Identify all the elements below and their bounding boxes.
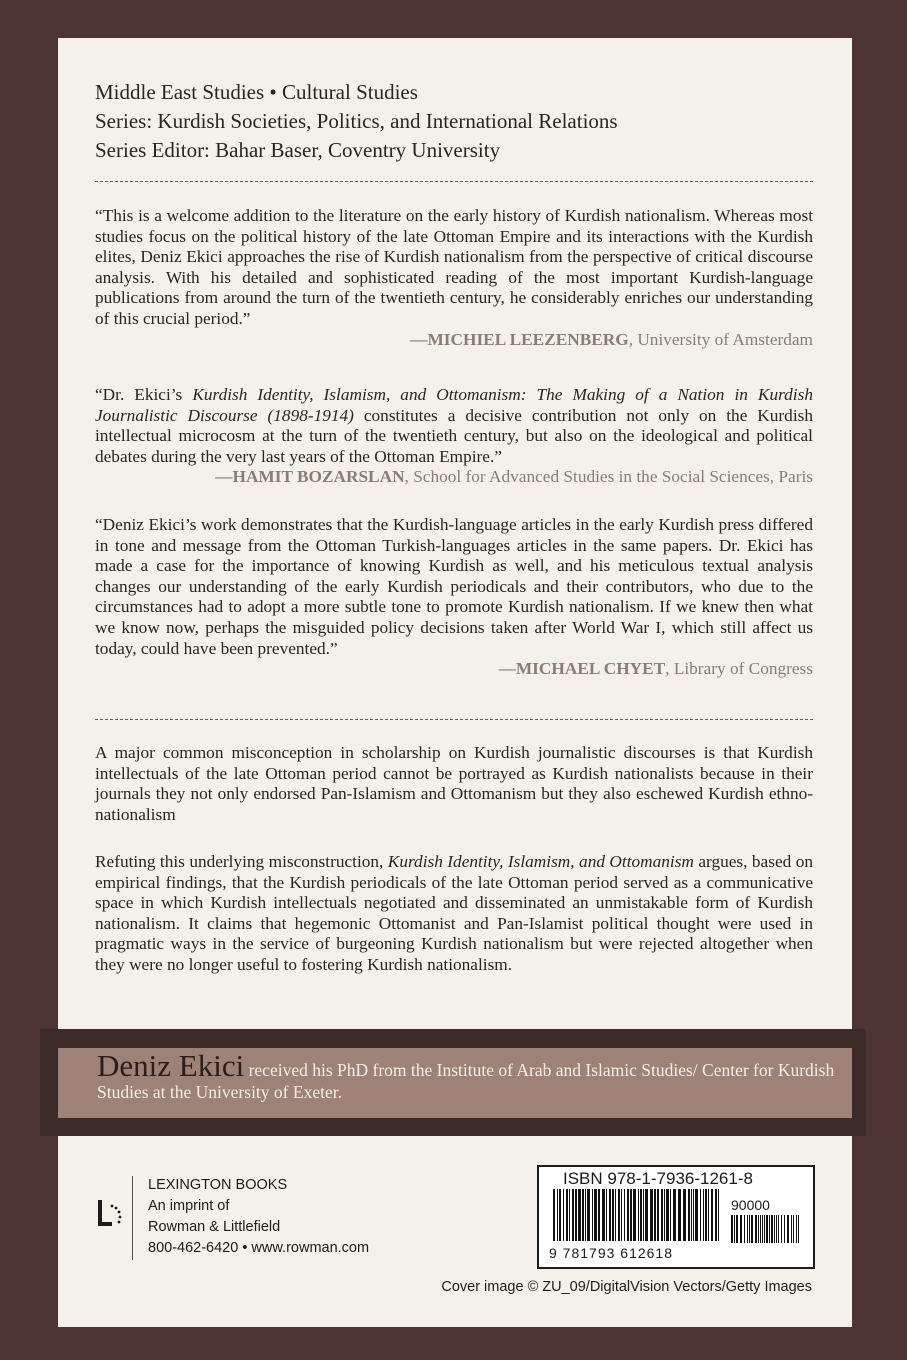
barcode-bar (578, 1189, 581, 1241)
barcode-bar (566, 1189, 568, 1241)
addon-bar (774, 1215, 775, 1243)
blurb-2 (95, 385, 813, 488)
series-editor-line: Series Editor: Bahar Baser, Coventry University (95, 138, 501, 162)
addon-bar (758, 1215, 759, 1243)
addon-bar (781, 1215, 782, 1243)
reviewer-affiliation: , University of Amsterdam (628, 329, 813, 349)
publisher-name: LEXINGTON BOOKS (148, 1177, 288, 1193)
barcode-bar (708, 1189, 709, 1241)
barcode-bar (664, 1189, 665, 1241)
barcode-bar (657, 1189, 659, 1241)
barcode-bar (627, 1189, 629, 1241)
addon-bar (776, 1215, 777, 1243)
barcode-bar (557, 1189, 558, 1241)
barcode-bar (598, 1189, 600, 1241)
divider-bottom (95, 719, 813, 720)
addon-bar (791, 1215, 792, 1243)
book-title-italic: Kurdish Identity, Islamism, and Ottomanism: The Making of a Nation in Kurdish Journalistic Discourse (1898-1914) (95, 385, 813, 425)
barcode-bar (691, 1189, 692, 1241)
barcode-bar (630, 1189, 632, 1241)
barcode-bar (693, 1189, 694, 1241)
addon-bar (744, 1215, 745, 1243)
barcode-bar (703, 1189, 704, 1241)
addon-bar (736, 1215, 738, 1243)
cover-image-credit: Cover image © ZU_09/DigitalVision Vectors/Getty Images (441, 1279, 812, 1295)
lexington-books-logo-icon (96, 1198, 124, 1230)
addon-bar (787, 1215, 789, 1243)
para-text-start: Refuting this underlying misconstruction, (95, 852, 388, 871)
barcode-bar (615, 1189, 616, 1241)
blurb-attribution (95, 467, 813, 488)
addon-bar (764, 1215, 765, 1243)
ean-digits: 9 781793 612618 (549, 1245, 673, 1261)
blurb-attribution (95, 330, 813, 351)
barcode-bar (654, 1189, 656, 1241)
barcode-bar (553, 1189, 555, 1241)
barcode-bar (633, 1189, 636, 1241)
barcode-bar (718, 1189, 719, 1241)
blurb-1 (95, 206, 813, 350)
addon-bar (755, 1215, 757, 1243)
barcode-bar (683, 1189, 686, 1241)
price-addon: 90000 (731, 1197, 770, 1213)
addon-bar (796, 1215, 797, 1243)
blurb-text: “Deniz Ekici’s work demonstrates that the Kurdish-language articles in the early Kurdish press differed in tone and message from the Ottoman Turkish-languages articles in the same papers. Dr. Ekici has made a case for the importance of knowing Kurdish as well, and his meticulous textual analysis changes our understanding of the early Kurdish periodicals and their contributors, who due to the circumstances had to adopt a more subtle tone to promote Kurdish nationalism. If we knew then what we know now, perhaps the misguided policy decisions taken after World War I, which still affect us today, could have been prevented.” (95, 515, 813, 658)
description-paragraph-1: A major common misconception in scholarship on Kurdish journalistic discourses is that Kurdish intellectuals of the late Ottoman period cannot be portrayed as Kurdish nationalists because in their journals they not only endorsed Pan-Islamism and Ottomanism but they also eschewed Kurdish ethno-nationalism (95, 743, 813, 824)
addon-bar (731, 1215, 733, 1243)
publisher-info (148, 1175, 369, 1259)
barcode-bar (673, 1189, 676, 1241)
barcode-bar (559, 1189, 561, 1241)
barcode-bar (587, 1189, 590, 1241)
blurb-text (95, 385, 813, 467)
addon-bar (766, 1215, 768, 1243)
barcode-bar (643, 1189, 644, 1241)
author-bio (97, 1048, 837, 1103)
barcode-bar (624, 1189, 625, 1241)
series-header (95, 78, 618, 165)
reviewer-affiliation: , Library of Congress (665, 659, 813, 679)
addon-bar (778, 1215, 779, 1243)
barcode-bar (569, 1189, 570, 1241)
blurb-text-start: “Dr. Ekici’s (95, 385, 193, 404)
barcode-bar (678, 1189, 681, 1241)
addon-bar (749, 1215, 750, 1243)
author-bio-text: received his PhD from the Institute of Arab and Islamic Studies/ Center for Kurdish Studies at the University of Exeter. (97, 1060, 835, 1102)
barcode-bar (645, 1189, 648, 1241)
divider-top (95, 181, 813, 182)
imprint-line: An imprint of (148, 1198, 230, 1214)
barcode-bar (612, 1189, 614, 1241)
publisher-contact: 800-462-6420 • www.rowman.com (148, 1240, 370, 1256)
isbn-label: ISBN 978-1-7936-1261-8 (563, 1169, 753, 1188)
parent-publisher: Rowman & Littlefield (148, 1219, 281, 1235)
addon-bar (769, 1215, 770, 1243)
barcode-bar (602, 1189, 605, 1241)
addon-bar (740, 1215, 742, 1243)
barcode-bar (592, 1189, 593, 1241)
barcode-bar (640, 1189, 642, 1241)
addon-bar (771, 1215, 773, 1243)
para-text-end: argues, based on empirical findings, that the Kurdish periodicals of the late Ottoman period served as a communicative space in which Kurdish intellectuals negotiated and disseminated an unmistakable form of Kurdish nationalism. It claims that hegemonic Ottomanist and Pan-Islamist political thought were used in pragmatic ways in the service of burgeoning Kurdish nationalism but were rejected altogether when they were no longer useful to fostering Kurdish nationalism. (95, 852, 813, 974)
barcode-bar (666, 1189, 669, 1241)
publisher-divider (132, 1176, 133, 1260)
barcode-bar (575, 1189, 577, 1241)
barcode-bar (670, 1189, 671, 1241)
barcode-bar (650, 1189, 653, 1241)
barcode-bar (700, 1189, 701, 1241)
series-line: Series: Kurdish Societies, Politics, and International Relations (95, 109, 618, 133)
blurb-3 (95, 515, 813, 680)
subject-line: Middle East Studies • Cultural Studies (95, 80, 418, 104)
barcode-bar (582, 1189, 584, 1241)
description-paragraph-2 (95, 852, 813, 976)
barcode-bar (695, 1189, 698, 1241)
barcode-bar (688, 1189, 690, 1241)
barcode-bar (661, 1189, 663, 1241)
reviewer-name: —MICHAEL CHYET (498, 659, 666, 679)
addon-bar (762, 1215, 763, 1243)
barcode-bar (715, 1189, 717, 1241)
addon-bar (734, 1215, 735, 1243)
blurb-text: “This is a welcome addition to the literature on the early history of Kurdish nationalism. Whereas most studies focus on the political history of the late Ottoman Empire and its interactions with the Kurdish elites, Deniz Ekici approaches the rise of Kurdish nationalism from the perspective of critical discourse analysis. With his detailed and sophisticated reading of the most important Kurdish-language publications from around the turn of the twentieth century, he considerably enriches our understanding of this crucial period.” (95, 206, 813, 328)
reviewer-affiliation: , School for Advanced Studies in the Social Sciences, Paris (404, 467, 813, 487)
barcode-bar (711, 1189, 713, 1241)
reviewer-name: —HAMIT BOZARSLAN (215, 467, 405, 487)
addon-bar (747, 1215, 748, 1243)
barcode-bar (606, 1189, 607, 1241)
barcode-bar (572, 1189, 574, 1241)
author-name: Deniz Ekici (97, 1048, 245, 1083)
barcode-bar (594, 1189, 597, 1241)
barcode-bar (618, 1189, 620, 1241)
addon-bar (751, 1215, 753, 1243)
barcode-bar (563, 1189, 564, 1241)
blurb-attribution (95, 659, 813, 680)
barcode-bar (585, 1189, 586, 1241)
author-bio-band (58, 1048, 852, 1118)
addon-bar (784, 1215, 785, 1243)
addon-bar (793, 1215, 794, 1243)
barcode-bar (705, 1189, 707, 1241)
isbn-barcode-box (537, 1165, 815, 1269)
barcode-bar (638, 1189, 639, 1241)
addon-bar (798, 1215, 799, 1243)
book-title-italic: Kurdish Identity, Islamism, and Ottomanism (387, 852, 694, 871)
blurb-text-end: constitutes a decisive contribution not only on the Kurdish intellectual microcosm at the turn of the twentieth century, but also on the ideological and political debates during the very last years of the Ottoman Empire.” (95, 405, 813, 466)
barcode-bar (621, 1189, 622, 1241)
addon-bar (760, 1215, 761, 1243)
reviewer-name: —MICHIEL LEEZENBERG (410, 329, 629, 349)
barcode-bar (609, 1189, 611, 1241)
